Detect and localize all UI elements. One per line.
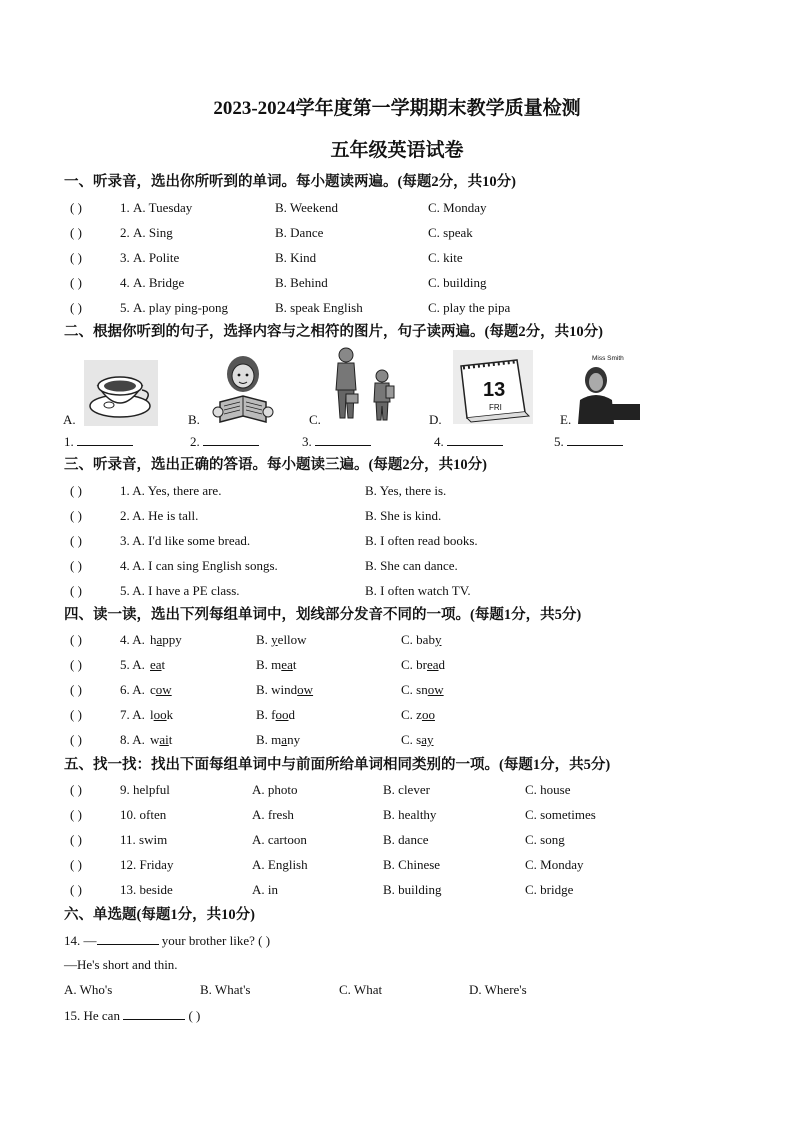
response-option-b: B. I often read books. (365, 533, 478, 548)
answer-blank-line (64, 433, 133, 450)
word-part: C. s (401, 732, 422, 747)
item-number: 4. A. (120, 632, 145, 647)
given-word: 10. often (120, 807, 167, 822)
response-option-a: 3. A. I'd like some bread. (120, 533, 251, 548)
underlined-part: ea (427, 657, 439, 672)
section-4-heading: 四、读一读，选出下列每组单词中，划线部分发音不同的一项。(每题1分，共5分) (64, 607, 582, 623)
word-part: l (150, 707, 154, 722)
answer-blank[interactable] (447, 433, 503, 446)
item-number: 1. (120, 200, 130, 215)
answer-bracket[interactable]: ( ) (70, 508, 82, 523)
blank-number: 1. (64, 434, 74, 449)
option-c: C. kite (428, 250, 463, 265)
answer-blank-15[interactable] (123, 1007, 185, 1020)
item-number: 2. (120, 225, 130, 240)
calendar-day-text: FRI (489, 403, 502, 412)
option-c: C. song (525, 832, 565, 847)
picture-label-c: C. (309, 412, 321, 427)
blank-number: 5. (554, 434, 564, 449)
word-part: ppy (162, 632, 182, 647)
underlined-part: y (271, 632, 278, 647)
response-option-a: 2. A. He is tall. (120, 508, 199, 523)
calendar-number: 13 (483, 379, 506, 401)
word-option-c (401, 732, 434, 748)
word-option-a (150, 657, 165, 673)
option-b: B. healthy (383, 807, 437, 822)
option-a: A. Polite (133, 250, 180, 265)
word-part: t (292, 657, 297, 672)
word-option-c (401, 632, 441, 648)
answer-bracket[interactable]: ( ) (70, 250, 82, 265)
underlined-part: ea (281, 657, 293, 672)
response-option-a: 5. A. I have a PE class. (120, 583, 240, 598)
answer-blank[interactable] (203, 433, 259, 446)
answer-blank[interactable] (567, 433, 623, 446)
response-option-a: 1. A. Yes, there are. (120, 483, 222, 498)
teacher-caption: Miss Smith (592, 355, 624, 362)
underlined-part: a (156, 632, 163, 647)
answer-bracket[interactable]: ( ) (70, 682, 82, 697)
option-b: B. Kind (275, 250, 317, 265)
question-14-answer: —He's short and thin. (64, 957, 178, 972)
underlined-part: ow (427, 682, 444, 697)
item-number: 6. A. (120, 682, 145, 697)
section-3-heading: 三、听录音，选出正确的答语。每小题读三遍。(每题2分，共10分) (64, 457, 487, 473)
response-option-b: B. She is kind. (365, 508, 442, 523)
underlined-part: y (434, 632, 442, 647)
word-part: t (161, 657, 166, 672)
option-b: B. speak English (275, 300, 363, 315)
teacher-picture (574, 350, 640, 424)
option-c: C. Monday (428, 200, 487, 215)
man-and-boy-picture (328, 346, 398, 422)
answer-bracket[interactable]: ( ) (70, 632, 82, 647)
answer-blank-line (190, 433, 259, 450)
word-option-b (256, 657, 296, 673)
word-part: B. m (256, 732, 282, 747)
question-15: 15. He can ( ) (64, 1008, 201, 1023)
word-part: ny (287, 732, 301, 747)
answer-blank[interactable] (315, 433, 371, 446)
option-a: A. Sing (133, 225, 173, 240)
answer-bracket[interactable]: ( ) (70, 782, 82, 797)
item-number: 4. (120, 275, 130, 290)
section-5-heading: 五、找一找：找出下面每组单词中与前面所给单词相同类别的一项。(每题1分，共5分) (64, 757, 611, 773)
section-6-heading: 六、单选题(每题1分，共10分) (64, 907, 255, 923)
page-subtitle: 五年级英语试卷 (330, 140, 464, 161)
picture-label-a: A. (63, 412, 76, 427)
option-c: C. bridge (525, 882, 574, 897)
option-a: A. English (252, 857, 308, 872)
picture-label-d: D. (429, 412, 442, 427)
answer-bracket[interactable]: ( ) (70, 533, 82, 548)
calendar-picture (453, 350, 533, 424)
answer-bracket[interactable]: ( ) (70, 807, 82, 822)
given-word: 13. beside (120, 882, 173, 897)
section-1-heading: 一、听录音，选出你所听到的单词。每小题读两遍。(每题2分，共10分) (64, 174, 516, 190)
word-option-a (150, 732, 172, 748)
q14-option-b: B. What's (200, 982, 251, 997)
response-option-b: B. She can dance. (365, 558, 458, 573)
option-a: A. Tuesday (133, 200, 193, 215)
answer-bracket[interactable]: ( ) (70, 583, 82, 598)
answer-bracket[interactable]: ( ) (70, 558, 82, 573)
answer-bracket[interactable]: ( ) (70, 225, 82, 240)
underlined-part: ay (421, 732, 434, 747)
word-option-c (401, 707, 435, 723)
answer-blank-line (554, 433, 623, 450)
response-option-b: B. I often watch TV. (365, 583, 471, 598)
option-a: A. play ping-pong (133, 300, 228, 315)
word-part: ellow (277, 632, 307, 647)
answer-bracket[interactable]: ( ) (70, 857, 82, 872)
option-b: B. Behind (275, 275, 328, 290)
answer-blank[interactable] (77, 433, 133, 446)
answer-bracket[interactable]: ( ) (70, 200, 82, 215)
given-word: 9. helpful (120, 782, 170, 797)
given-word: 12. Friday (120, 857, 174, 872)
word-part: B. f (256, 707, 276, 722)
question-14: 14. — your brother like? ( ) (64, 933, 271, 948)
answer-blank-line (302, 433, 371, 450)
option-b: B. clever (383, 782, 430, 797)
word-part: C. sn (401, 682, 428, 697)
option-a: A. fresh (252, 807, 294, 822)
item-number: 5. (120, 300, 130, 315)
word-part: k (166, 707, 174, 722)
option-b: B. building (383, 882, 442, 897)
word-option-a (150, 707, 173, 723)
option-b: B. Dance (275, 225, 324, 240)
girl-reading-picture (210, 352, 276, 424)
option-a: A. photo (252, 782, 298, 797)
blank-number: 3. (302, 434, 312, 449)
answer-bracket[interactable]: ( ) (70, 882, 82, 897)
word-part: c (150, 682, 156, 697)
option-a: A. in (252, 882, 278, 897)
q14-option-a: A. Who's (64, 982, 113, 997)
word-part: t (168, 732, 173, 747)
blank-number: 4. (434, 434, 444, 449)
picture-label-e: E. (560, 412, 572, 427)
q14-option-d: D. Where's (469, 982, 527, 997)
item-number: 3. (120, 250, 130, 265)
item-number: 8. A. (120, 732, 145, 747)
answer-blank-14[interactable] (97, 932, 159, 945)
item-number: 7. A. (120, 707, 145, 722)
answer-blank-line (434, 433, 503, 450)
word-part: C. br (401, 657, 427, 672)
q14-option-c: C. What (339, 982, 383, 997)
underlined-part: oo (275, 707, 289, 722)
underlined-part: oo (153, 707, 167, 722)
option-b: B. dance (383, 832, 429, 847)
word-part: B. (256, 632, 272, 647)
word-option-a (150, 632, 182, 648)
picture-label-b: B. (188, 412, 200, 427)
option-c: C. sometimes (525, 807, 596, 822)
word-option-b (256, 707, 295, 723)
blank-number: 2. (190, 434, 200, 449)
answer-bracket[interactable]: ( ) (70, 732, 82, 747)
option-c: C. play the pipa (428, 300, 511, 315)
response-option-a: 4. A. I can sing English songs. (120, 558, 278, 573)
tea-cup-picture (84, 360, 158, 426)
answer-bracket[interactable]: ( ) (70, 707, 82, 722)
item-number: 5. A. (120, 657, 145, 672)
word-part: d (288, 707, 295, 722)
word-option-b (256, 682, 313, 698)
word-part: B. m (256, 657, 282, 672)
word-option-b (256, 632, 307, 648)
word-option-b (256, 732, 300, 748)
word-part: h (150, 632, 157, 647)
option-c: C. building (428, 275, 487, 290)
option-c: C. house (525, 782, 571, 797)
word-option-c (401, 682, 444, 698)
response-option-b: B. Yes, there is. (365, 483, 447, 498)
option-a: A. cartoon (252, 832, 307, 847)
underlined-part: ow (155, 682, 172, 697)
underlined-part: ow (297, 682, 314, 697)
word-part: C. bab (401, 632, 435, 647)
word-part: d (438, 657, 446, 672)
answer-bracket[interactable]: ( ) (70, 300, 82, 315)
option-b: B. Chinese (383, 857, 441, 872)
section-2-heading: 二、根据你听到的句子，选择内容与之相符的图片，句子读两遍。(每题2分，共10分) (64, 324, 603, 340)
answer-bracket[interactable]: ( ) (70, 832, 82, 847)
option-a: A. Bridge (133, 275, 185, 290)
word-part: B. wind (256, 682, 298, 697)
word-part: C. z (401, 707, 422, 722)
given-word: 11. swim (120, 832, 168, 847)
word-part: w (150, 732, 160, 747)
option-b: B. Weekend (275, 200, 338, 215)
word-option-a (150, 682, 172, 698)
answer-bracket[interactable]: ( ) (70, 483, 82, 498)
underlined-part: oo (421, 707, 435, 722)
underlined-part: a (281, 732, 288, 747)
underlined-part: ea (150, 657, 162, 672)
option-c: C. speak (428, 225, 473, 240)
option-c: C. Monday (525, 857, 584, 872)
word-option-c (401, 657, 445, 673)
answer-bracket[interactable]: ( ) (70, 657, 82, 672)
page-title: 2023-2024学年度第一学期期末教学质量检测 (213, 98, 581, 119)
answer-bracket[interactable]: ( ) (70, 275, 82, 290)
underlined-part: ai (159, 732, 169, 747)
